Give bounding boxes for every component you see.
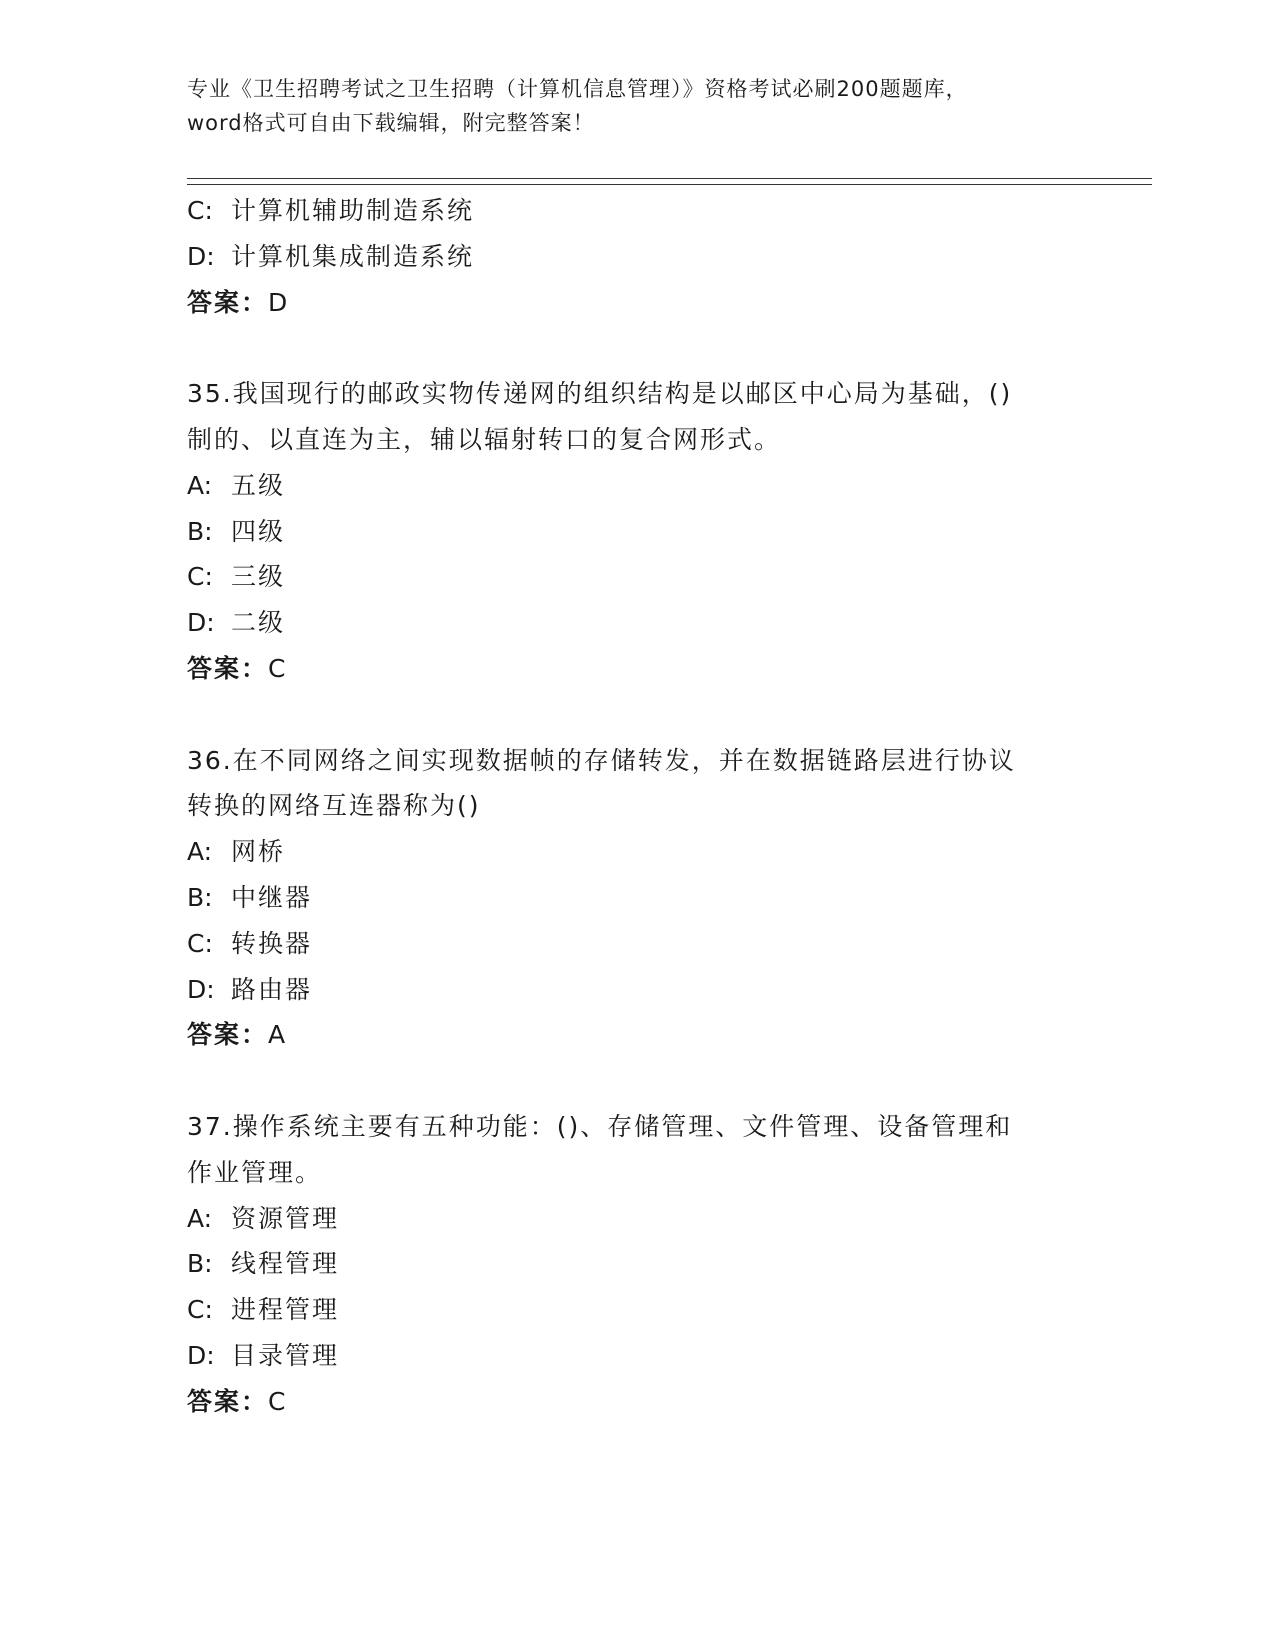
option-text: 转换器	[231, 928, 313, 958]
answer-value: C	[268, 653, 286, 683]
option-d	[187, 1333, 1087, 1379]
option-text: 三级	[231, 562, 286, 592]
option-key: D:	[187, 608, 215, 638]
option-key: A:	[187, 470, 213, 500]
answer-label: 答案：	[187, 1386, 269, 1416]
question-text-line: 35.我国现行的邮政实物传递网的组织结构是以邮区中心局为基础，()	[187, 379, 1013, 409]
option-text: 目录管理	[231, 1340, 340, 1370]
question-gap	[187, 1058, 1087, 1104]
option-text: 二级	[231, 608, 286, 638]
question-text-line: 36.在不同网络之间实现数据帧的存储转发，并在数据链路层进行协议	[187, 745, 1016, 775]
answer-value: D	[268, 287, 288, 317]
question-text-line: 作业管理。	[187, 1157, 323, 1187]
answer-line	[187, 646, 1087, 692]
question-text-line: 转换的网络互连器称为()	[187, 791, 481, 821]
option-key: B:	[187, 882, 213, 912]
option-c	[187, 1287, 1087, 1333]
question-text-line: 37.操作系统主要有五种功能：()、存储管理、文件管理、设备管理和	[187, 1111, 1013, 1141]
option-a	[187, 1196, 1087, 1242]
option-text: 资源管理	[231, 1203, 340, 1233]
option-b	[187, 509, 1087, 555]
option-c	[187, 921, 1087, 967]
question-text-line: 制的、以直连为主，辅以辐射转口的复合网形式。	[187, 424, 782, 454]
option-key: A:	[187, 1203, 213, 1233]
option-key: D:	[187, 1340, 215, 1370]
question-36	[187, 738, 1087, 1059]
option-c	[187, 554, 1087, 600]
option-key: A:	[187, 837, 213, 867]
option-c	[187, 188, 1087, 234]
option-text: 路由器	[231, 974, 313, 1004]
answer-line	[187, 1012, 1087, 1058]
answer-label: 答案：	[187, 653, 269, 683]
option-key: D:	[187, 974, 215, 1004]
question-35	[187, 371, 1087, 692]
header-line-1: 专业《卫生招聘考试之卫生招聘（计算机信息管理）》资格考试必刷200题题库，	[187, 77, 968, 101]
header-line-2: word格式可自由下载编辑，附完整答案！	[187, 111, 595, 135]
option-text: 网桥	[231, 837, 286, 867]
option-key: C:	[187, 196, 213, 225]
header-divider-top	[187, 178, 1152, 179]
document-header	[187, 72, 1087, 140]
option-d	[187, 600, 1087, 646]
question-gap	[187, 692, 1087, 738]
option-key: B:	[187, 1249, 213, 1279]
option-a	[187, 463, 1087, 509]
option-b	[187, 875, 1087, 921]
option-text: 计算机集成制造系统	[231, 241, 475, 271]
option-b	[187, 1241, 1087, 1287]
option-text: 线程管理	[231, 1249, 340, 1279]
question-list	[187, 188, 1087, 1425]
option-key: C:	[187, 562, 213, 592]
option-text: 四级	[231, 516, 286, 546]
option-key: D:	[187, 241, 215, 271]
answer-line	[187, 1379, 1087, 1425]
option-key: C:	[187, 1295, 213, 1325]
option-d	[187, 967, 1087, 1013]
question-continued	[187, 188, 1087, 325]
option-key: C:	[187, 928, 213, 958]
option-text: 进程管理	[231, 1295, 340, 1325]
option-text: 五级	[231, 470, 286, 500]
option-a	[187, 829, 1087, 875]
option-text: 中继器	[231, 882, 313, 912]
answer-label: 答案：	[187, 287, 269, 317]
answer-line	[187, 280, 1087, 326]
header-divider-bottom	[187, 184, 1152, 185]
answer-value: A	[268, 1020, 286, 1050]
answer-value: C	[268, 1386, 286, 1416]
question-gap	[187, 325, 1087, 371]
question-37	[187, 1104, 1087, 1425]
option-key: B:	[187, 516, 213, 546]
answer-label: 答案：	[187, 1020, 269, 1050]
option-text: 计算机辅助制造系统	[231, 196, 475, 225]
option-d	[187, 234, 1087, 280]
